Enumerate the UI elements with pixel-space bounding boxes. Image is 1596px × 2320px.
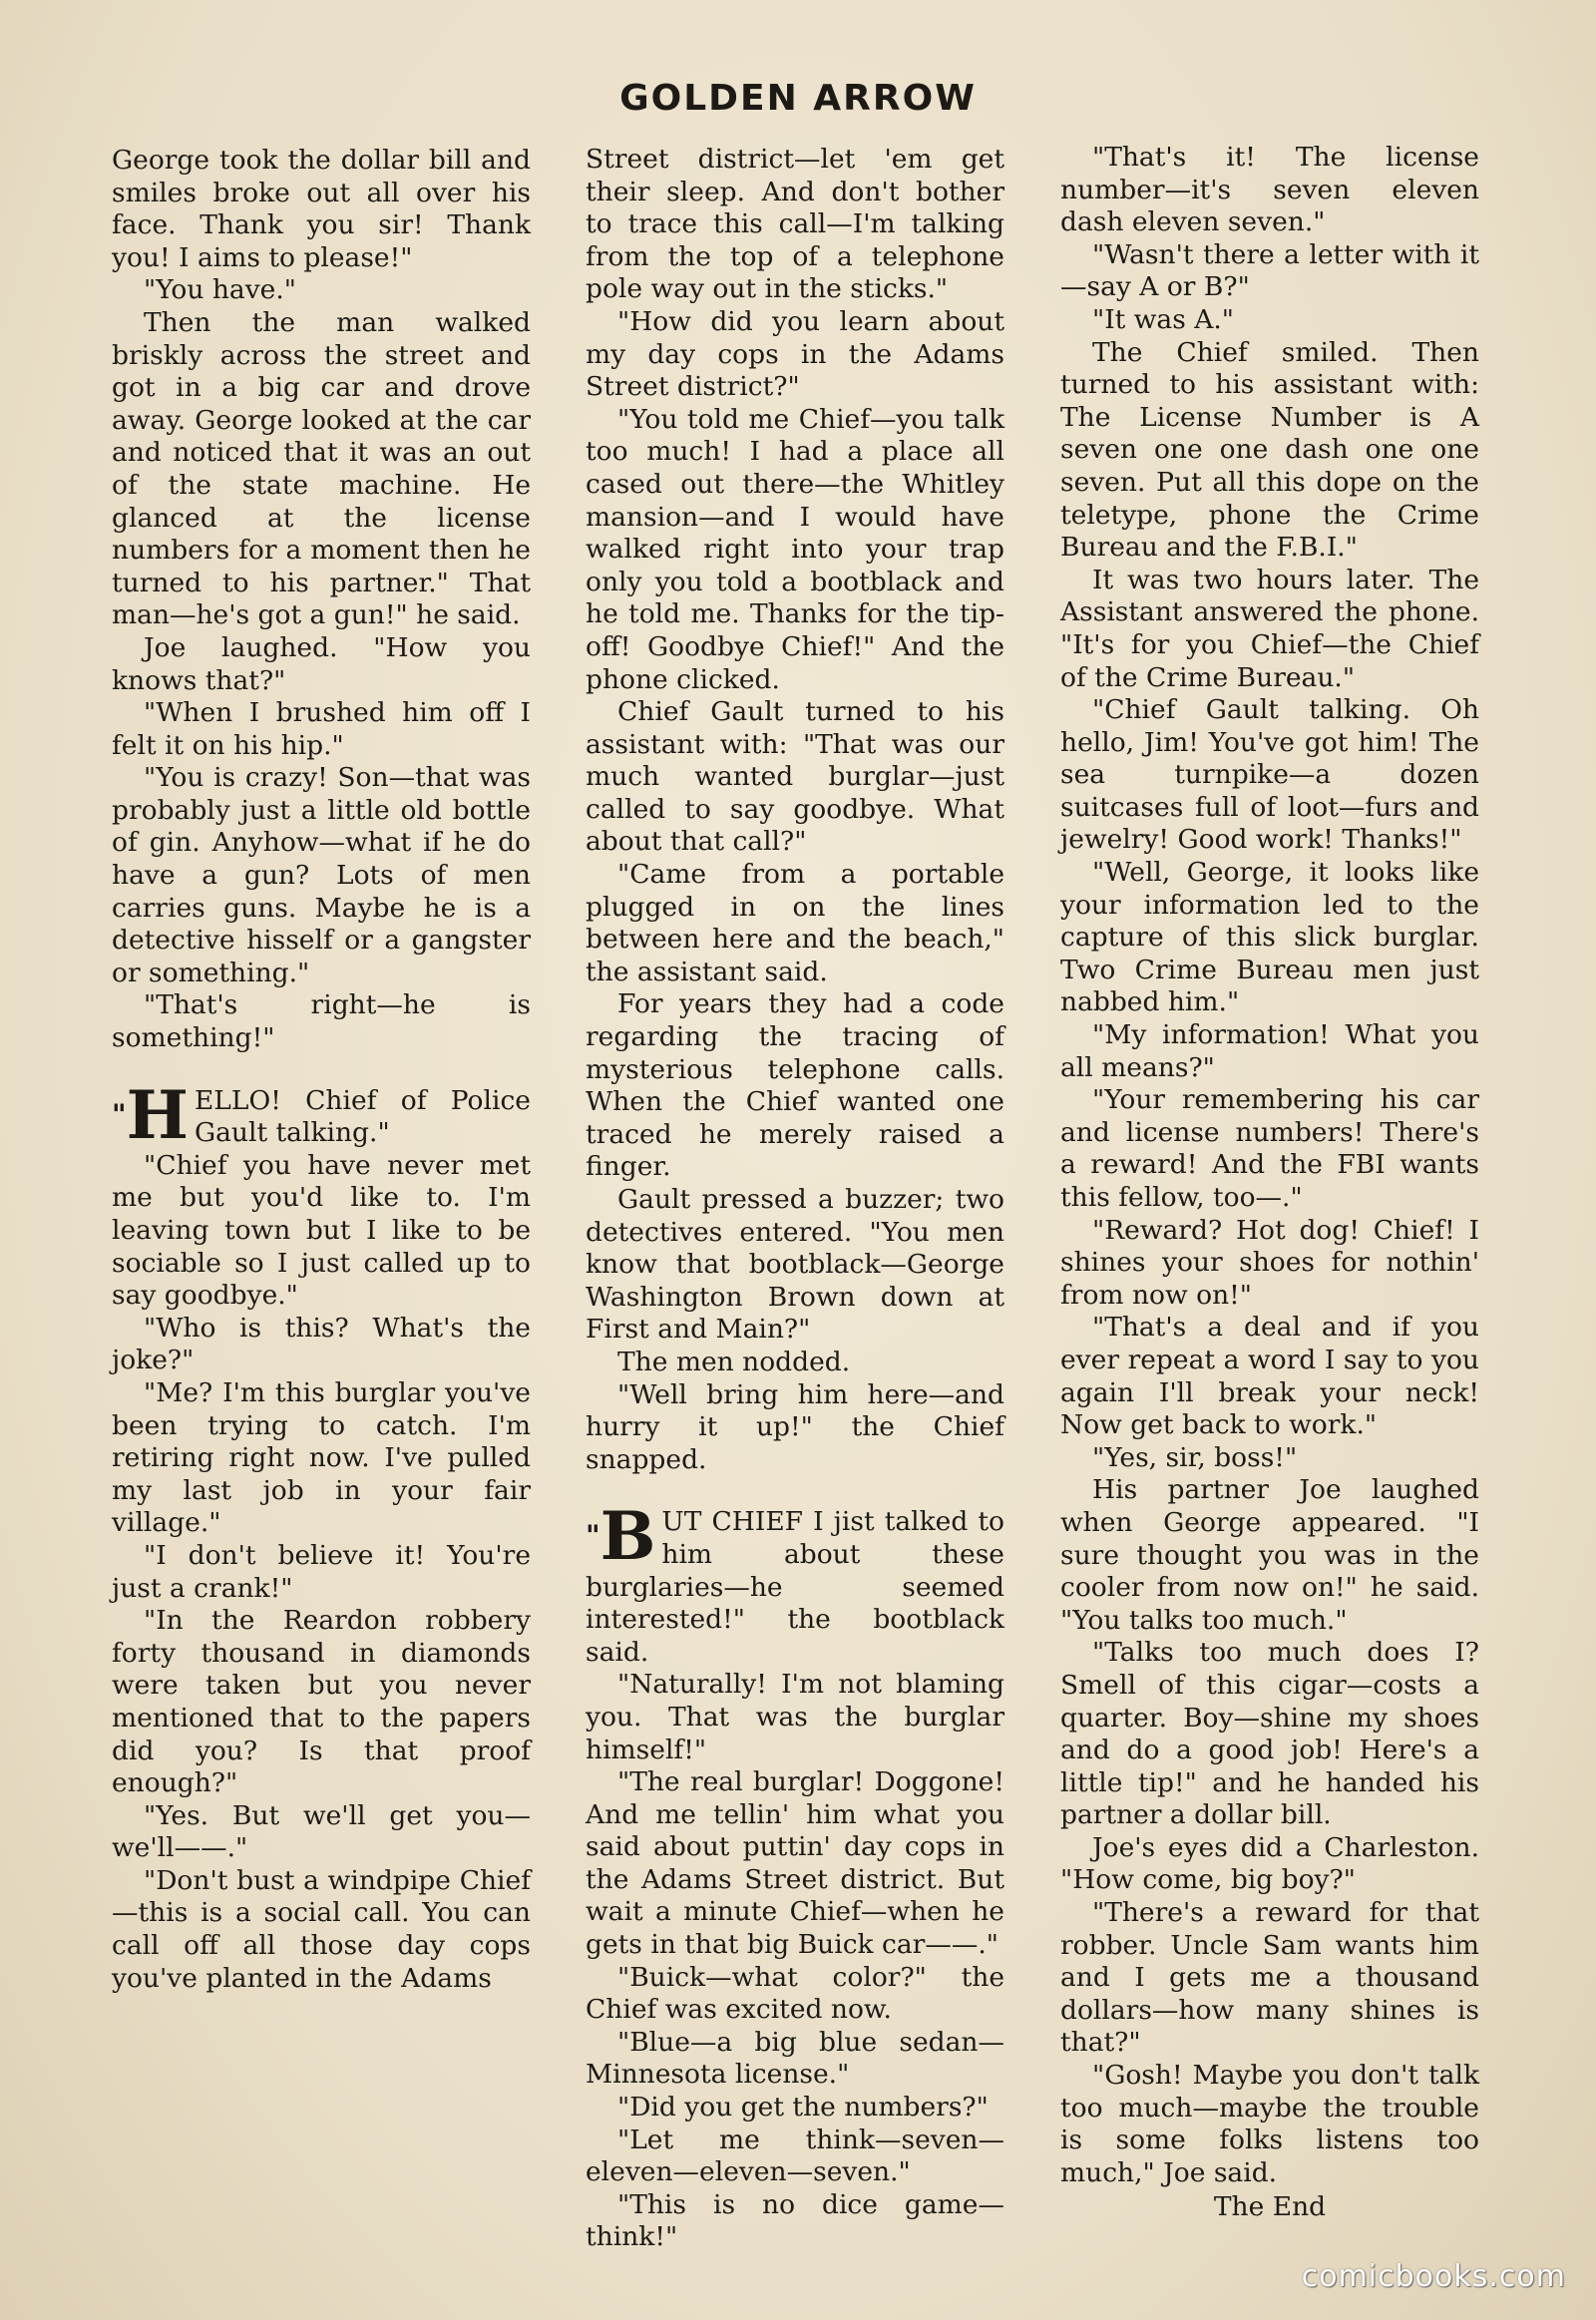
paragraph: "Your remembering his car and license numbers! There's a reward! And the FBI wants this fellow, too—." <box>1060 1084 1479 1213</box>
paragraph: "Did you get the numbers?" <box>617 2092 989 2124</box>
paragraph: The Chief smiled. Then turned to his assistant with: The License Number is A seven one one dash one one seven. Put all this dope on the teletype, phone the Crime Bureau and the F.B.I." <box>1060 336 1479 564</box>
paragraph: "You told me Chief—you talk too much! I had a place all cased out there—the Whitley mansion—and I would have walked right into your trap only you told a bootblack and he told me. Thanks for the tip-off! Goodbye Chief!" And the phone clicked. <box>586 403 1004 695</box>
paragraph: "Talks too much does I? Smell of this cigar—costs a quarter. Boy—shine my shoes and do a good job! Here's a little tip!" and he handed his partner a dollar bill. <box>1060 1637 1479 1831</box>
drop-cap-letter: B <box>599 1497 656 1576</box>
paragraph: "Well, George, it looks like your information led to the capture of this slick burglar. Two Crime Bureau men just nabbed him." <box>1060 857 1479 1018</box>
paragraph: "Me? I'm this burglar you've been trying to catch. I'm retiring right now. I've pulled my last job in your fair village." <box>112 1376 531 1539</box>
text-column-3 <box>1060 142 1479 2224</box>
paragraph: "Yes, sir, boss!" <box>1092 1441 1298 1473</box>
paragraph: "That's it! The license number—it's seven eleven dash eleven seven." <box>1060 142 1479 238</box>
paragraph: "Chief you have never met me but you'd like to. I'm leaving town but I like to be sociable so I just called up to say goodbye." <box>112 1149 531 1312</box>
paragraph: "Buick—what color?" the Chief was excited now. <box>586 1961 1004 2026</box>
paragraph: "My information! What you all means?" <box>1060 1019 1479 1083</box>
paragraph: "Yes. But we'll get you—we'll——." <box>112 1799 531 1864</box>
text-column-1 <box>112 145 531 1995</box>
paragraph: "Came from a portable plugged in on the lines between here and the beach," the assistant said. <box>586 859 1004 987</box>
paragraph: "That's a deal and if you ever repeat a word I say to you again I'll break your neck! Now get back to work." <box>1060 1312 1479 1441</box>
paragraph: "There's a reward for that robber. Uncle Sam wants him and I gets me a thousand dollars—how many shines is that?" <box>1060 1897 1479 2059</box>
paragraph: For years they had a code regarding the tracing of mysterious telephone calls. When the Chief wanted one traced he merely raised a finger. <box>586 988 1004 1183</box>
paragraph: "How did you learn about my day cops in the Adams Street district?" <box>586 305 1004 403</box>
drop-cap <box>112 1075 189 1154</box>
paragraph: "You have." <box>144 274 296 306</box>
paragraph: The men nodded. <box>617 1346 851 1377</box>
paragraph: Joe's eyes did a Charleston. "How come, big boy?" <box>1060 1831 1479 1896</box>
paragraph: "Gosh! Maybe you don't talk too much—maybe the trouble is some folks listens too much," Joe said. <box>1060 2060 1479 2188</box>
paragraph: "Wasn't there a letter with it—say A or B?" <box>1060 238 1479 303</box>
paragraph: "Don't bust a windpipe Chief—this is a social call. You can call off all those day cops you've planted in the Adams <box>112 1864 531 1994</box>
site-watermark: comicbooks.com <box>1301 2259 1566 2294</box>
text-column-2 <box>586 144 1004 2254</box>
paragraph: Chief Gault turned to his assistant with: "That was our much wanted burglar—just called to say goodbye. What about that call?" <box>586 696 1004 858</box>
paragraph: "In the Reardon robbery forty thousand in diamonds were taken but you never mentioned that to the papers did you? Is that proof enough?" <box>112 1605 531 1799</box>
paragraph: Joe laughed. "How you knows that?" <box>112 631 531 696</box>
paragraph: UT CHIEF I jist talked to him about these burglaries—he seemed interested!" the bootblack said. <box>586 1506 1004 1668</box>
paragraph: "It was A." <box>1092 303 1234 335</box>
paragraph: "The real burglar! Doggone! And me tellin' him what you said about puttin' day cops in the Adams Street district. But wait a minute Chief—when he gets in that big Buick car——." <box>586 1766 1004 1961</box>
page-header-title: GOLDEN ARROW <box>619 78 977 119</box>
paragraph: "That's right—he is something!" <box>112 989 531 1054</box>
paragraph: Then the man walked briskly across the street and got in a big car and drove away. George looked at the car and noticed that it was an out of the state machine. He glanced at the license numbers for a moment then he turned to his partner." That man—he's got a gun!" he said. <box>112 306 531 631</box>
paragraph: "Reward? Hot dog! Chief! I shines your shoes for nothin' from now on!" <box>1060 1214 1479 1311</box>
paragraph: Street district—let 'em get their sleep. And don't bother to trace this call—I'm talking from the top of a telephone pole way out in the sticks." <box>586 144 1004 305</box>
drop-cap-letter: H <box>126 1075 189 1154</box>
paragraph: "When I brushed him off I felt it on his hip." <box>112 697 531 761</box>
drop-cap-section <box>586 1497 1004 1669</box>
paragraph: It was two hours later. The Assistant answered the phone. "It's for you Chief—the Chief of the Crime Bureau." <box>1060 564 1479 693</box>
paragraph: George took the dollar bill and smiles broke out all over his face. Thank you sir! Thank you! I aims to please!" <box>112 145 531 273</box>
paragraph: "Chief Gault talking. Oh hello, Jim! You've got him! The sea turnpike—a dozen suitcases full of loot—furs and jewelry! Good work! Thanks!" <box>1060 694 1479 856</box>
drop-cap-quote: " <box>586 1519 600 1553</box>
paragraph: "You is crazy! Son—that was probably just a little old bottle of gin. Anyhow—what if he do have a gun? Lots of men carries guns. Maybe he is a detective hisself or a gangster or something." <box>112 762 531 988</box>
paragraph: "Naturally! I'm not blaming you. That was the burglar himself!" <box>586 1669 1004 1765</box>
paragraph: "Blue—a big blue sedan—Minnesota license." <box>586 2026 1004 2091</box>
paragraph: "Who is this? What's the joke?" <box>112 1312 531 1376</box>
story-end-label: The End <box>1213 2191 1327 2223</box>
paragraph: "I don't believe it! You're just a crank!" <box>112 1539 531 1604</box>
paragraph: "Well bring him here—and hurry it up!" the Chief snapped. <box>586 1378 1004 1475</box>
paragraph: "Let me think—seven—eleven—eleven—seven." <box>586 2124 1004 2188</box>
paragraph: "This is no dice game—think!" <box>586 2188 1004 2253</box>
drop-cap-quote: " <box>112 1097 127 1131</box>
drop-cap-section <box>112 1075 531 1154</box>
paragraph: Gault pressed a buzzer; two detectives entered. "You men know that bootblack—George Washington Brown down at First and Main?" <box>586 1184 1004 1346</box>
paragraph: ELLO! Chief of Police Gault talking." <box>194 1084 531 1149</box>
drop-cap <box>586 1497 656 1576</box>
paragraph: His partner Joe laughed when George appeared. "I sure thought you was in the cooler from now on!" he said. "You talks too much." <box>1060 1474 1479 1636</box>
